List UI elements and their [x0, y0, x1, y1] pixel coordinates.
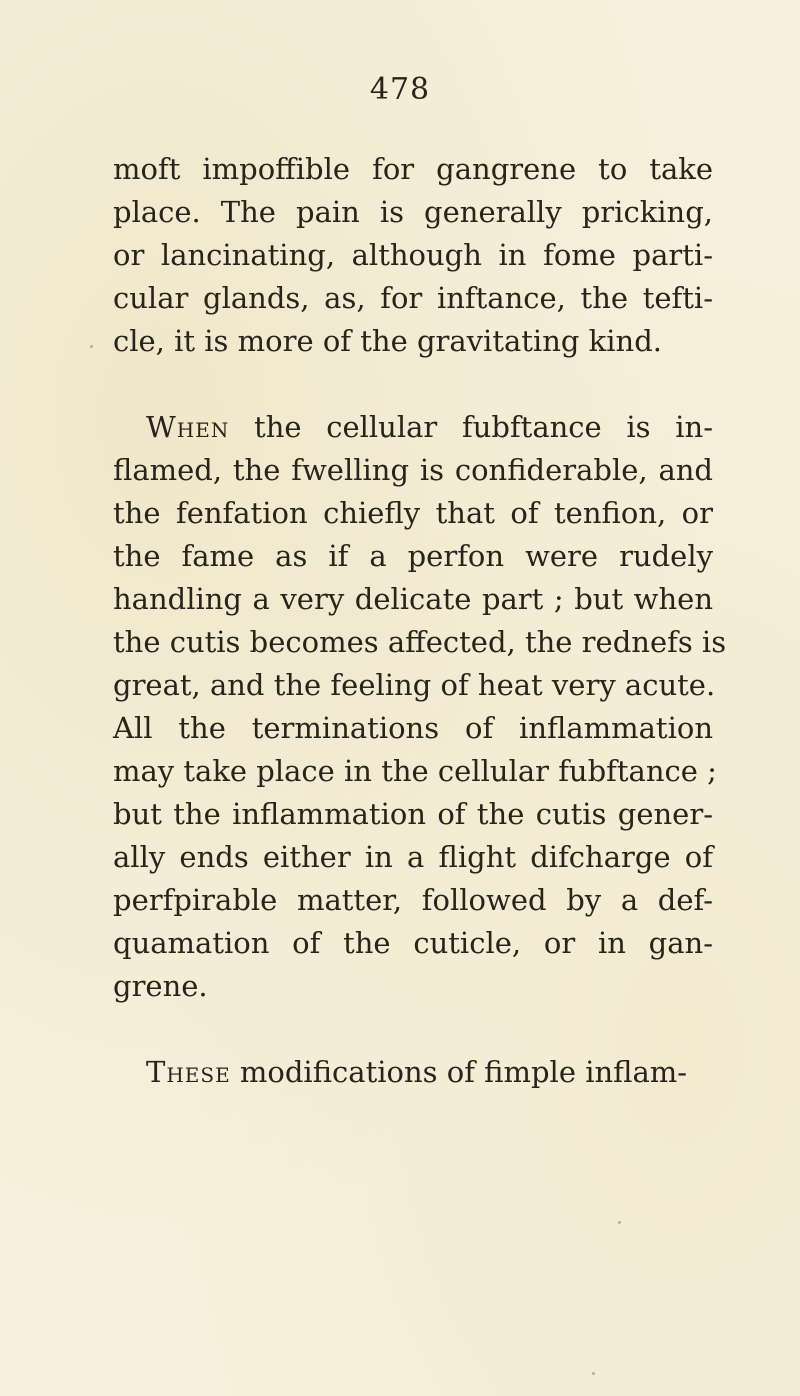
- page-number: 478: [369, 72, 431, 107]
- text-line: place. The pain is generally pricking,: [113, 195, 713, 229]
- text-line: perfpirable matter, followed by a def-: [113, 883, 713, 917]
- body-text: [113, 148, 727, 1094]
- paragraph-gap: [113, 1008, 713, 1051]
- paragraph-lead-word: These: [146, 1055, 231, 1089]
- paragraph-lead-word: When: [146, 410, 230, 444]
- text-line: may take place in the cellular fubftance ;: [113, 754, 717, 788]
- paper-speck: [90, 345, 93, 348]
- text-line: the fame as if a perfon were rudely: [113, 539, 713, 573]
- paragraph-first-line: [113, 1051, 713, 1094]
- text-run: the cellular fubftance is in-: [229, 410, 713, 444]
- text-line: All the terminations of inflammation: [113, 711, 713, 745]
- paragraph-first-line: [113, 406, 713, 449]
- text-line: but the inflammation of the cutis gener-: [113, 797, 713, 831]
- text-line: the cutis becomes affected, the rednefs is: [113, 625, 727, 659]
- text-line: ally ends either in a flight difcharge of: [113, 840, 713, 874]
- paper-speck: [592, 1372, 595, 1375]
- text-line: or lancinating, although in fome parti-: [113, 238, 713, 272]
- text-line: handling a very delicate part ; but when: [113, 582, 713, 616]
- text-line: grene.: [113, 969, 208, 1003]
- paragraph-gap: [113, 363, 713, 406]
- paper-speck: [618, 1221, 621, 1224]
- text-run: modifications of fimple inflam-: [230, 1055, 688, 1089]
- text-line: great, and the feeling of heat very acute.: [113, 668, 716, 702]
- text-line: moft impoffible for gangrene to take: [113, 152, 713, 186]
- text-line: the fenfation chiefly that of tenfion, or: [113, 496, 713, 530]
- text-line: quamation of the cuticle, or in gan-: [113, 926, 713, 960]
- text-line: cle, it is more of the gravitating kind.: [113, 324, 662, 358]
- text-line: flamed, the fwelling is confiderable, and: [113, 453, 713, 487]
- text-line: cular glands, as, for inftance, the tefti-: [113, 281, 713, 315]
